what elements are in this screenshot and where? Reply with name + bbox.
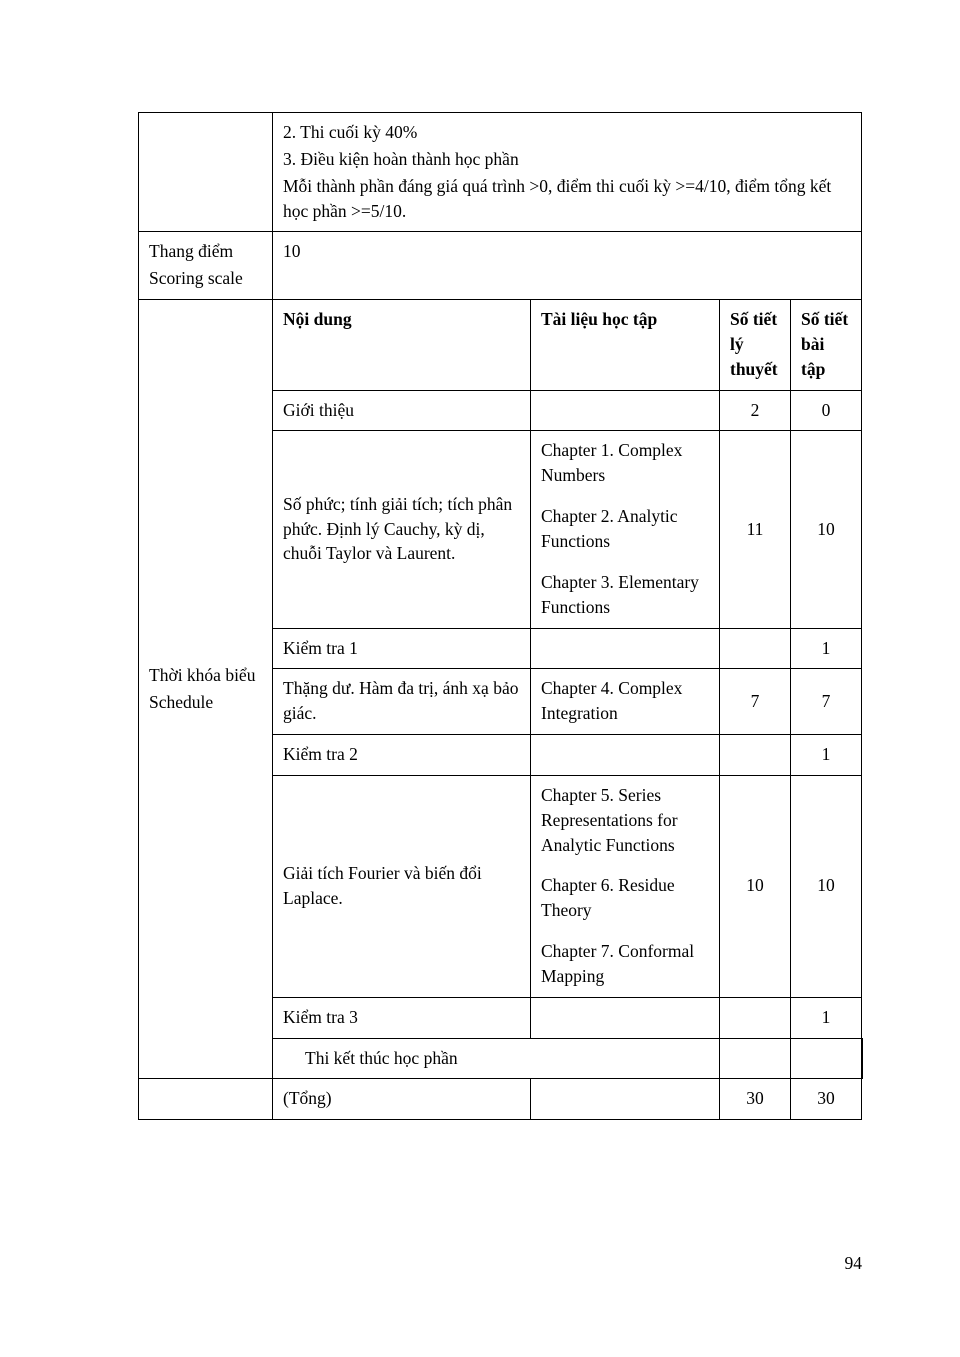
schedule-exercise-hours: 10 [791,431,862,628]
scoring-scale-label-cell [139,232,273,300]
schedule-materials [531,669,720,735]
column-header-materials: Tài liệu học tập [531,300,720,391]
material-item: Chapter 7. Conformal Mapping [541,941,695,986]
final-exam-exercise-hours [862,1038,863,1079]
schedule-content: Thặng dư. Hàm đa trị, ánh xạ bảo giác. [273,669,531,735]
total-label-cell [139,1079,273,1120]
column-header-content: Nội dung [273,300,531,391]
schedule-materials [531,431,720,628]
schedule-label-cell [139,300,273,1079]
material-item: Chapter 3. Elementary Functions [541,571,699,617]
schedule-theory-hours: 7 [720,669,791,735]
schedule-exercise-hours: 0 [791,390,862,431]
material-item: Chapter 4. Complex Integration [541,678,683,724]
schedule-content: Số phức; tính giải tích; tích phân phức. Định lý Cauchy, kỳ dị, chuỗi Taylor và Laurent. [273,431,531,628]
column-header-exercise-hours: Số tiết bài tập [791,300,862,391]
final-exam-materials [720,1038,791,1079]
schedule-materials [531,997,720,1038]
schedule-content: Kiểm tra 3 [273,997,531,1038]
table-row-scoring-scale [139,232,863,300]
schedule-content: Giới thiệu [273,390,531,431]
final-exam-label: Thi kết thúc học phần [305,1047,458,1068]
schedule-materials [531,628,720,669]
schedule-materials [531,735,720,776]
scoring-scale-label-en: Scoring scale [149,268,243,289]
schedule-theory-hours: 2 [720,390,791,431]
material-item: Chapter 6. Residue Theory [541,875,675,921]
total-theory-hours: 30 [720,1079,791,1120]
assessment-label-cell [139,113,273,232]
course-syllabus-table [138,112,863,1120]
table-row-assessment [139,113,863,232]
schedule-content: Giải tích Fourier và biến đổi Laplace. [273,775,531,997]
final-exam-content [273,1038,720,1079]
assessment-line-1: 2. Thi cuối kỳ 40% [283,122,418,142]
total-content: (Tổng) [273,1079,531,1120]
schedule-content: Kiểm tra 1 [273,628,531,669]
scoring-scale-value: 10 [283,241,301,262]
schedule-label-vi: Thời khóa biểu [149,664,256,685]
schedule-theory-hours [720,997,791,1038]
schedule-exercise-hours: 1 [791,628,862,669]
material-item: Chapter 2. Analytic Functions [541,506,678,551]
schedule-materials [531,775,720,997]
schedule-label-en: Schedule [149,691,214,712]
material-item: Chapter 1. Complex Numbers [541,440,683,486]
final-exam-theory-hours [791,1038,862,1079]
table-row-total [139,1079,863,1120]
schedule-theory-hours: 11 [720,431,791,628]
page-number: 94 [844,1253,862,1273]
schedule-exercise-hours: 10 [791,775,862,997]
assessment-line-2: 3. Điều kiện hoàn thành học phần [283,148,519,169]
schedule-theory-hours [720,628,791,669]
assessment-line-3: Mỗi thành phần đáng giá quá trình >0, điểm thi cuối kỳ >=4/10, điểm tổng kết học phần >=5/10. [283,175,832,221]
table-row-schedule-header [139,300,863,391]
schedule-content: Kiểm tra 2 [273,735,531,776]
scoring-scale-label-vi: Thang điểm [149,241,234,262]
schedule-materials [531,390,720,431]
assessment-content-cell [273,113,862,232]
total-materials [531,1079,720,1120]
schedule-exercise-hours: 1 [791,735,862,776]
schedule-exercise-hours: 7 [791,669,862,735]
schedule-theory-hours: 10 [720,775,791,997]
material-item: Chapter 5. Series Representations for Analytic Functions [541,784,678,855]
schedule-exercise-hours: 1 [791,997,862,1038]
total-exercise-hours: 30 [791,1079,862,1120]
column-header-theory-hours: Số tiết lý thuyết [720,300,791,391]
schedule-theory-hours [720,735,791,776]
scoring-scale-value-cell [273,232,862,300]
